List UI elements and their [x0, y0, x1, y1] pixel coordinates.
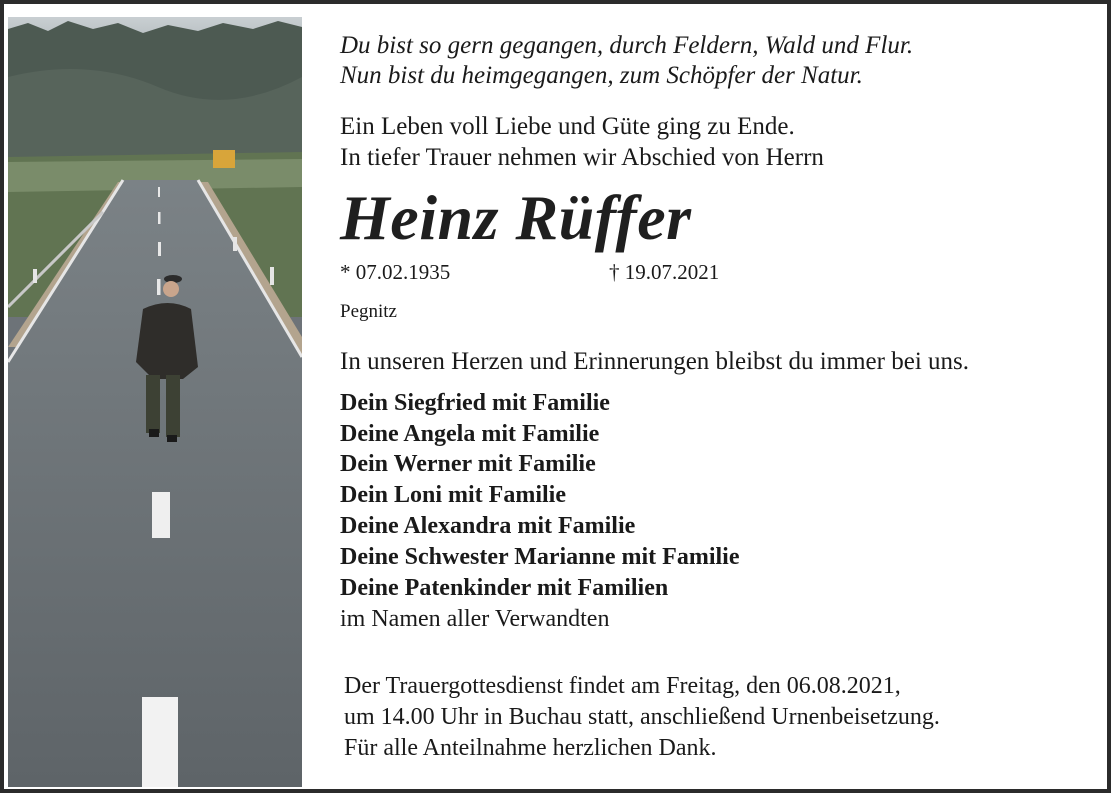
road-photo-image — [8, 17, 302, 787]
deceased-name: Heinz Rüffer — [340, 182, 692, 253]
service-line-1: Der Trauergottesdienst findet am Freitag, den 06.08.2021, — [344, 673, 901, 699]
photo-man-walking-on-road — [8, 17, 302, 787]
intro-line-2: In tiefer Trauer nehmen wir Abschied von Herrn — [340, 144, 824, 171]
mourner-line: Deine Angela mit Familie — [340, 421, 600, 447]
relatives-note: im Namen aller Verwandten — [340, 606, 610, 632]
intro-line-1: Ein Leben voll Liebe und Güte ging zu Ende. — [340, 113, 795, 140]
poem-line-2: Nun bist du heimgegangen, zum Schöpfer der Natur. — [340, 62, 863, 89]
mourner-line: Deine Patenkinder mit Familien — [340, 575, 669, 601]
mourner-line: Deine Schwester Marianne mit Familie — [340, 544, 740, 570]
mourner-line: Deine Alexandra mit Familie — [340, 513, 636, 539]
birth-date: * 07.02.1935 — [340, 260, 451, 284]
hometown: Pegnitz — [340, 301, 397, 322]
thanks-line: Für alle Anteilnahme herzlichen Dank. — [344, 735, 717, 761]
mourner-line: Dein Siegfried mit Familie — [340, 390, 610, 416]
mourner-line: Dein Loni mit Familie — [340, 482, 566, 508]
mourner-line: Dein Werner mit Familie — [340, 451, 596, 477]
poem-line-1: Du bist so gern gegangen, durch Feldern, Wald und Flur. — [340, 32, 914, 59]
death-date: † 19.07.2021 — [609, 260, 720, 284]
service-line-2: um 14.00 Uhr in Buchau statt, anschließend Urnenbeisetzung. — [344, 704, 940, 730]
memorial-quote: In unseren Herzen und Erinnerungen bleibst du immer bei uns. — [340, 348, 969, 375]
